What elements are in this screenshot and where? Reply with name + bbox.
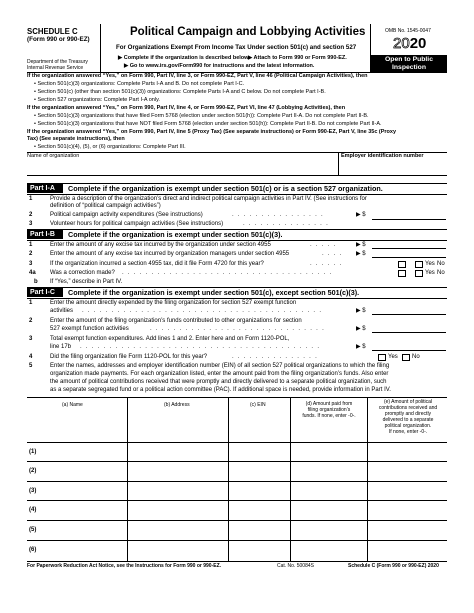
part-i-c-line-2-cont: 527 exempt function activities: [50, 326, 129, 332]
political-expenditures-field[interactable]: [372, 211, 446, 220]
table-row-number: (6): [29, 547, 37, 553]
ein-label: Employer identification number: [341, 153, 424, 159]
form-main-title: Political Campaign and Lobbying Activities: [130, 26, 366, 38]
col-header-e-2: contributions received and: [378, 405, 438, 411]
line-num: 2: [29, 318, 33, 324]
table-row-number: (3): [29, 488, 37, 494]
part-i-a-line-3: Volunteer hours for political campaign activities (See instructions): [50, 221, 224, 227]
organization-name-label: Name of organization: [27, 153, 80, 159]
table-row-number: (5): [29, 527, 37, 533]
dollar-sign: ▶ $: [356, 344, 366, 350]
no-label: No: [437, 261, 445, 267]
intro-bullet-4: • Section 501(c)(3) organizations that have filed Form 5768 (election under section 501(h)): Complete Part II-A. Do not complete Part II-B.: [34, 113, 369, 119]
part-i-c-line-5: Enter the names, addresses and employer identification number (EIN) of all section 527 political organizations to which the filing: [50, 363, 390, 369]
part-i-c-line-2: Enter the amount of the filing organization’s funds contributed to other organizations for section: [50, 318, 302, 324]
omb-number: OMB No. 1545-0047: [385, 28, 431, 34]
dollar-sign: ▶ $: [356, 308, 366, 314]
part-i-b-line-4b: If “Yes,” describe in Part IV.: [50, 279, 123, 285]
yes-label: Yes: [388, 354, 398, 360]
intro-line-proxy-cont: Tax) (See separate instructions), then: [27, 136, 125, 142]
col-header-amount-paid: [292, 401, 366, 419]
part-i-a-line-1-cont: definition of “political campaign activities”): [50, 203, 161, 209]
yes-label: Yes: [425, 270, 435, 276]
part-i-c-title: Complete if the organization is exempt under section 501(c), except section 501(c)(3).: [68, 288, 360, 297]
open-line-1: Open to Public: [385, 56, 433, 63]
col-header-e-4: delivered to a separate: [382, 417, 434, 423]
dollar-sign: ▶ $: [356, 251, 366, 257]
part-i-b-line-1: Enter the amount of any excise tax incurred by the organization under section 4955: [50, 242, 271, 248]
form-1120-pol-no-checkbox[interactable]: [402, 354, 410, 361]
col-header-ein: (c) EIN: [250, 402, 266, 408]
schedule-footer: Schedule C (Form 990 or 990-EZ) 2020: [348, 563, 439, 569]
irs-line: Internal Revenue Service: [27, 65, 84, 71]
line-num: 3: [29, 261, 33, 267]
organization-name-field[interactable]: [28, 160, 336, 174]
line-num: 3: [29, 336, 33, 342]
dollar-sign: ▶ $: [356, 212, 366, 218]
open-to-public-badge: [371, 55, 447, 72]
col-header-contributions: [369, 399, 447, 435]
part-i-a-line-1: Provide a description of the organization’s direct and indirect political campaign activities in Part IV. (See instructions for: [50, 196, 367, 202]
intro-bullet-3: • Section 527 organizations: Complete Part I-A only.: [34, 97, 160, 103]
intro-line-lobbying: If the organization answered “Yes,” on Form 990, Part IV, line 4, or Form 990-EZ, Part VI, line 47 (Lobbying Activities), then: [27, 105, 346, 111]
part-i-c-line-1: Enter the amount directly expended by the filing organization for section 527 exempt function: [50, 300, 297, 306]
part-i-c-line-4: Did the filing organization file Form 1120-POL for this year?: [50, 354, 208, 360]
col-header-d-1: (d) Amount paid from: [305, 401, 353, 407]
col-header-d-2: filing organization’s: [307, 407, 351, 413]
volunteer-hours-field[interactable]: [372, 220, 446, 229]
yes-label: Yes: [425, 261, 435, 267]
dollar-sign: ▶ $: [356, 242, 366, 248]
part-i-c-line-5-cont-2: the amount of political contributions received that were promptly and directly delivered to a separate political organization, such: [50, 379, 387, 385]
line-num: 1: [29, 300, 33, 306]
form-4720-yes-checkbox[interactable]: [415, 261, 423, 268]
tax-year: [393, 35, 426, 52]
table-row-number: (4): [29, 507, 37, 513]
part-i-c-line-3-cont: line 17b: [50, 344, 72, 350]
col-header-e-6: If none, enter -0-.: [388, 429, 428, 435]
schedule-title: SCHEDULE C: [27, 27, 78, 36]
part-i-c-line-5-cont-3: as a separate segregated fund or a political action committee (PAC). If additional space is needed, provide information in Part IV.: [50, 387, 391, 393]
instruction-complete: ▶ Complete if the organization is described below.: [118, 55, 250, 61]
dollar-sign: ▶ $: [356, 326, 366, 332]
intro-bullet-2: • Section 501(c) (other than section 501(c)(3)) organizations: Complete Parts I-A and C below. Do not complete Part I-B.: [34, 89, 326, 95]
tax-year-suffix: 20: [409, 35, 427, 52]
part-i-c-line-3: Total exempt function expenditures. Add lines 1 and 2. Enter here and on Form 1120-POL,: [50, 336, 290, 342]
line-num: b: [34, 279, 38, 285]
col-header-address: (b) Address: [164, 402, 190, 408]
table-row-number: (2): [29, 468, 37, 474]
part-i-c-label: Part I-C: [27, 288, 63, 297]
part-i-a-title: Complete if the organization is exempt under section 501(c) or is a section 527 organization.: [68, 184, 383, 193]
ein-field[interactable]: [340, 160, 446, 174]
col-header-e-3: promptly and directly: [384, 411, 432, 417]
no-label: No: [412, 354, 420, 360]
direct-expended-field[interactable]: [372, 307, 446, 315]
part-i-b-title: Complete if the organization is exempt under section 501(c)(3).: [68, 230, 283, 239]
table-row-number: (1): [29, 449, 37, 455]
instruction-attach: ▶ Attach to Form 990 or Form 990-EZ.: [248, 55, 347, 61]
part-i-a-line-2: Political campaign activity expenditures (See instructions): [50, 212, 203, 218]
correction-no-checkbox[interactable]: [398, 270, 406, 277]
tax-year-prefix: 20: [393, 35, 410, 52]
no-label: No: [437, 270, 445, 276]
open-line-2: Inspection: [392, 64, 426, 71]
intro-bullet-1: • Section 501(c)(3) organizations: Complete Parts I-A and B. Do not complete Part I-C.: [34, 81, 245, 87]
col-header-d-3: funds. If none, enter -0-.: [302, 413, 356, 419]
paperwork-notice: For Paperwork Reduction Act Notice, see the Instructions for Form 990 or 990-EZ.: [27, 563, 222, 569]
org-excise-tax-field[interactable]: [372, 241, 446, 249]
line-num: 4: [29, 354, 33, 360]
intro-line-proxy: If the organization answered “Yes,” on Form 990, Part IV, line 5 (Proxy Tax) (See separate instructions) or Form 990-EZ, Part V, line 35c (Proxy: [27, 129, 397, 135]
line-num: 2: [29, 212, 33, 218]
col-header-name: (a) Name: [62, 402, 83, 408]
line-num: 4a: [29, 270, 36, 276]
part-i-a-label: Part I-A: [27, 184, 63, 193]
line-num: 1: [29, 196, 33, 202]
part-i-b-line-3: If the organization incurred a section 4955 tax, did it file Form 4720 for this year?: [50, 261, 264, 267]
part-i-b-label: Part I-B: [27, 230, 63, 239]
line-num: 1: [29, 242, 33, 248]
part-i-b-line-2: Enter the amount of any excise tax incurred by organization managers under section 4955: [50, 251, 290, 257]
line-num: 2: [29, 251, 33, 257]
form-1120-pol-yes-checkbox[interactable]: [378, 354, 386, 361]
intro-line-political: If the organization answered “Yes,” on Form 990, Part IV, line 3, or Form 990-EZ, Part V, line 46 (Political Campaign Activities), then: [27, 73, 368, 79]
line-num: 3: [29, 221, 33, 227]
col-header-e-5: political organization.: [384, 423, 432, 429]
part-i-b-line-4a: Was a correction made?: [50, 270, 115, 276]
total-expenditures-field[interactable]: [372, 343, 446, 351]
form-subtitle: For Organizations Exempt From Income Tax Under section 501(c) and section 527: [116, 44, 357, 51]
contributed-funds-field[interactable]: [372, 325, 446, 333]
schedule-subtitle: (Form 990 or 990-EZ): [27, 36, 90, 43]
catalog-number: Cat. No. 50084S: [277, 563, 314, 569]
instruction-website: ▶ Go to www.irs.gov/Form990 for instructions and the latest information.: [124, 63, 315, 69]
part-i-c-line-5-cont-1: organization made payments. For each organization listed, enter the amount paid from the filing organization’s funds. Also enter: [50, 371, 389, 377]
line-num: 5: [29, 363, 33, 369]
col-header-e-1: (e) Amount of political: [383, 399, 433, 405]
part-i-c-line-1-cont: activities: [50, 308, 74, 314]
correction-yes-checkbox[interactable]: [415, 270, 423, 277]
form-4720-no-checkbox[interactable]: [398, 261, 406, 268]
intro-bullet-6: • Section 501(c)(4), (5), or (6) organizations: Complete Part III.: [34, 144, 186, 150]
intro-bullet-5: • Section 501(c)(3) organizations that have NOT filed Form 5768 (election under section 501(h)): Complete Part II-B. Do not complete Part II-A.: [34, 121, 382, 127]
department-line: Department of the Treasury: [27, 59, 88, 65]
manager-excise-tax-field[interactable]: [372, 250, 446, 258]
